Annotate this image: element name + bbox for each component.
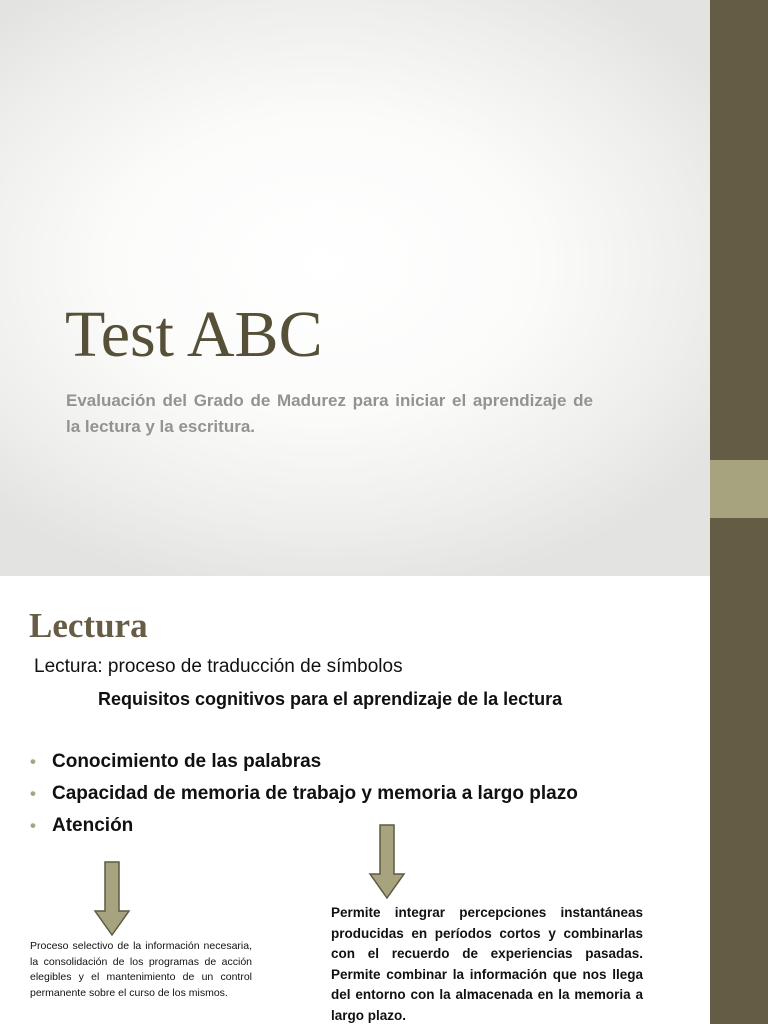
bullet-text: Capacidad de memoria de trabajo y memoria a largo plazo <box>52 783 578 804</box>
content-slide <box>0 576 768 1024</box>
slide-sidebar <box>710 576 768 1024</box>
bullet-icon: • <box>30 784 36 803</box>
arrow-down-icon <box>93 861 131 937</box>
arrow-down-icon <box>368 824 406 900</box>
bullet-text: Conocimiento de las palabras <box>52 751 322 772</box>
bullet-item <box>30 746 578 778</box>
memory-description: Permite integrar percepciones instantáneas producidas en períodos cortos y combinarlas con el recuerdo de experiencias pasadas. Permite combinar la información que nos llega del entorno con la almacenada en la memoria a largo plazo. <box>331 905 643 1023</box>
sidebar-accent-block <box>710 460 768 518</box>
bullet-item <box>30 778 578 810</box>
slide-subtitle: Evaluación del Grado de Madurez para iniciar el aprendizaje de la lectura y la escritura. <box>66 391 593 436</box>
subheading: Requisitos cognitivos para el aprendizaje de la lectura <box>98 689 563 709</box>
slide-title: Lectura <box>29 606 148 645</box>
bullet-item <box>30 810 578 842</box>
bullet-list <box>30 746 578 842</box>
bullet-icon: • <box>30 816 36 835</box>
bullet-text: Atención <box>52 815 134 836</box>
bullet-icon: • <box>30 752 36 771</box>
intro-text: Lectura: proceso de traducción de símbolos <box>34 656 403 677</box>
slide-title: Test ABC <box>65 298 323 371</box>
attention-description: Proceso selectivo de la información necesaria, la consolidación de los programas de acción elegibles y el mantenimiento de un control permanente sobre el curso de los mismos. <box>30 940 252 999</box>
